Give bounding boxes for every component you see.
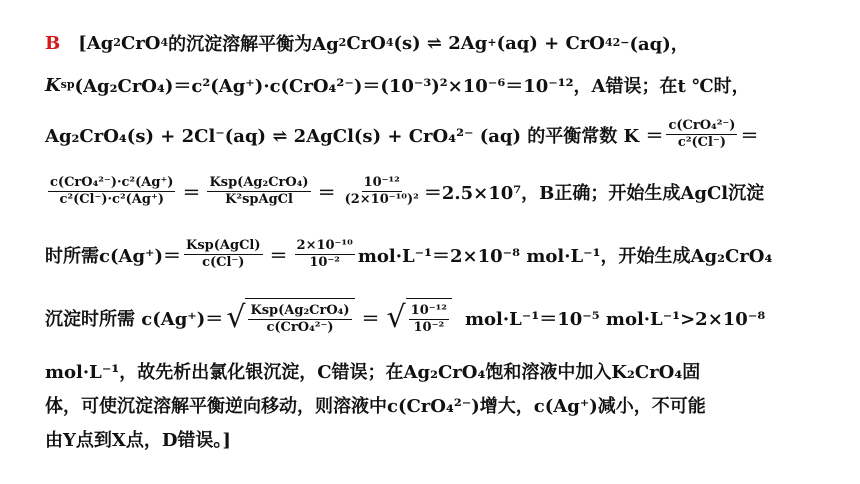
line-5-tail: mol·L⁻¹＝2×10⁻⁸ mol·L⁻¹，开始生成Ag₂CrO₄ <box>357 245 773 267</box>
line-6-tail: mol·L⁻¹＝10⁻⁵ mol·L⁻¹>2×10⁻⁸ <box>465 309 766 330</box>
line-1-g: (aq)， <box>629 34 689 55</box>
line-2: K sp (Ag₂CrO₄)＝c²(Ag⁺)·c(CrO₄²⁻)＝(10⁻³)²×10⁻⁶＝10⁻¹²，A错误；在t ℃时， <box>45 72 822 98</box>
line-1: B [Ag 2 CrO 4 的沉淀溶解平衡为Ag 2 CrO 4 (s) ⇌ 2Ag + (aq) + CrO 4 2− (aq)， <box>45 30 822 56</box>
line-3 <box>45 118 822 151</box>
ksp-fraction <box>207 175 310 208</box>
value-numerator: 10⁻¹² <box>363 175 400 190</box>
line-1-e: (s) ⇌ 2Ag <box>393 32 488 54</box>
line-1-a: [Ag <box>78 32 114 54</box>
sqrt-2-fraction <box>409 303 449 336</box>
line-6-head: 沉淀时所需 c(Ag⁺)＝ <box>45 309 224 330</box>
line-1-d: CrO <box>346 32 386 54</box>
ag-fraction-1 <box>184 238 262 271</box>
line-1-c: 的沉淀溶解平衡为Ag <box>168 34 339 55</box>
sqrt-1: √ $\frac{\text{Ksp(Ag₂CrO₄)}}{\text{c(CrO₄²⁻)}}$ <box>226 298 354 338</box>
value-denominator: (2×10⁻¹⁰)² <box>344 192 419 207</box>
value-fraction <box>343 175 421 208</box>
ratio-fraction <box>48 175 175 208</box>
line-2-text: (Ag₂CrO₄)＝c²(Ag⁺)·c(CrO₄²⁻)＝(10⁻³)²×10⁻⁶＝10⁻¹²，A错误；在t ℃时， <box>74 76 750 97</box>
line-9 <box>45 426 822 452</box>
ag-fraction-1-denominator: c(Cl⁻) <box>202 255 245 270</box>
line-5: 时所需c(Ag⁺)＝ $\frac{\text{Ksp(AgCl)}}{c(Cl^-)}$ ＝ $\frac{\text{2×10⁻¹⁰}}{\text{10⁻²}}$ mol·L⁻¹＝2×10⁻⁸ mol·L⁻¹，开始生成Ag₂CrO₄ <box>45 238 773 270</box>
ag-fraction-2-denominator: 10⁻² <box>309 255 340 270</box>
line-8-text: 体，可使沉淀溶解平衡逆向移动，则溶液中c(CrO₄²⁻)增大，c(Ag⁺)减小，不可能 <box>45 396 706 417</box>
k-fraction <box>666 118 737 151</box>
line-1-b: CrO <box>120 32 161 54</box>
line-7-text: mol·L⁻¹，故先析出氯化银沉淀，C错误；在Ag₂CrO₄饱和溶液中加入K₂CrO₄固 <box>45 362 701 383</box>
answer-letter: B <box>45 32 61 54</box>
sqrt-1-numerator: Ksp(Ag₂CrO₄) <box>250 303 350 318</box>
sqrt-2-numerator: 10⁻¹² <box>410 303 447 318</box>
line-6: 沉淀时所需 c(Ag⁺)＝ √ $\frac{\text{Ksp(Ag₂CrO₄)}}{\text{c(CrO₄²⁻)}}$ ＝ √ $\frac{\text{10⁻¹²}}{\text{10⁻²}}$ mol·L⁻¹＝10⁻⁵ mol·L⁻¹>2×10⁻⁸ <box>45 298 822 338</box>
line-7 <box>45 358 822 384</box>
sqrt-2: √ $\frac{\text{10⁻¹²}}{\text{10⁻²}}$ <box>387 298 452 338</box>
line-4: $\frac{\text{c(CrO₄²⁻)·c²(Ag⁺)}}{\text{c²(Cl⁻)·c²(Ag⁺)}}$ ＝ $\frac{\text{Ksp(Ag₂CrO₄)}}{\text{K²spAgCl}}$ ＝ $\frac{\text{10⁻¹²}}{\text{(2×10⁻¹⁰)²}}$ ＝2.5×10⁷，B正确；开始生成AgCl沉淀 <box>50 175 765 207</box>
line-3-tail: ＝ <box>740 125 759 147</box>
sqrt-2-denominator: 10⁻² <box>413 320 445 335</box>
k-fraction-denominator: c²(Cl⁻) <box>677 135 726 150</box>
k-fraction-numerator: c(CrO₄²⁻) <box>668 118 736 133</box>
ksp-denominator: K²spAgCl <box>225 192 293 207</box>
line-9-text: 由Y点到X点，D错误。] <box>45 430 231 451</box>
ag-fraction-2-numerator: 2×10⁻¹⁰ <box>296 238 353 253</box>
ratio-numerator: c(CrO₄²⁻)·c²(Ag⁺) <box>50 175 174 190</box>
ag-fraction-1-numerator: Ksp(AgCl) <box>186 238 261 253</box>
sqrt-1-fraction <box>248 303 351 336</box>
line-3-text: Ag₂CrO₄(s) + 2Cl⁻(aq) ⇌ 2AgCl(s) + CrO₄²⁻ (aq) 的平衡常数 K ＝ <box>45 125 664 147</box>
line-8 <box>45 392 822 418</box>
line-5-head: 时所需c(Ag⁺)＝ <box>45 245 182 267</box>
ag-fraction-2 <box>295 238 355 271</box>
ksp-numerator: Ksp(Ag₂CrO₄) <box>209 175 309 190</box>
ratio-denominator: c²(Cl⁻)·c²(Ag⁺) <box>59 192 164 207</box>
line-4-tail: ＝2.5×10⁷，B正确；开始生成AgCl沉淀 <box>423 182 765 204</box>
sqrt-1-denominator: c(CrO₄²⁻) <box>266 320 334 335</box>
line-1-f: (aq) + CrO <box>496 32 605 54</box>
